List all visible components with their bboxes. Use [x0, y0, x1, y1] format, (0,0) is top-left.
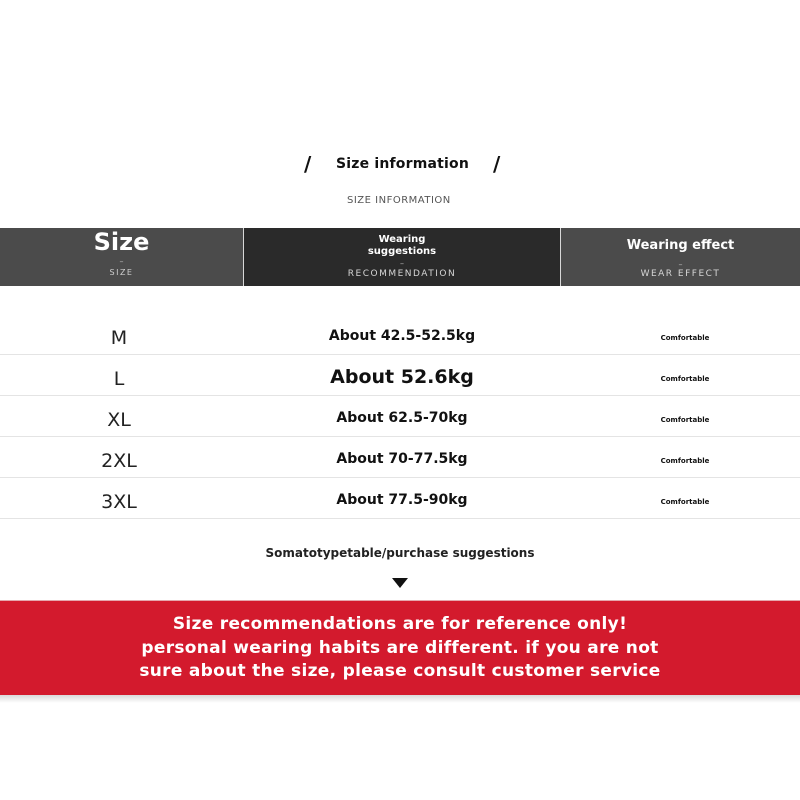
row-recommendation: About 77.5-90kg	[336, 492, 468, 508]
row-recommendation: About 62.5-70kg	[336, 410, 468, 426]
size-table-body	[0, 314, 800, 519]
header-effect-dash: –	[678, 260, 683, 269]
header-size-label: Size	[93, 228, 150, 256]
header-effect-label: Wearing effect	[626, 238, 735, 253]
header-size-dash: –	[119, 257, 124, 266]
row-effect: Comfortable	[660, 457, 710, 465]
page-title: Size information	[335, 156, 470, 172]
header-recommendation-dash: –	[400, 259, 404, 268]
title-slash-left: /	[304, 152, 312, 176]
header-effect	[561, 228, 800, 286]
table-caption: Somatotypetable/purchase suggestions	[265, 546, 535, 560]
header-recommendation	[244, 228, 560, 286]
table-row	[0, 396, 800, 437]
row-size: 2XL	[101, 450, 137, 472]
banner-shadow	[0, 695, 800, 703]
row-effect: Comfortable	[660, 334, 710, 342]
header-size	[0, 228, 243, 286]
disclaimer-line: personal wearing habits are different. if you are not	[141, 638, 659, 658]
table-row	[0, 437, 800, 478]
header-size-sublabel: SIZE	[109, 268, 134, 277]
row-effect: Comfortable	[660, 375, 710, 383]
title-slash-right: /	[493, 152, 501, 176]
row-size: L	[113, 368, 125, 390]
disclaimer-line: Size recommendations are for reference only!	[172, 614, 628, 634]
row-size: XL	[107, 409, 131, 431]
down-arrow-icon	[392, 578, 408, 588]
row-recommendation: About 52.6kg	[330, 366, 474, 388]
header-recommendation-line1: Wearing	[378, 234, 426, 245]
section-title-row	[0, 150, 800, 180]
row-effect: Comfortable	[660, 498, 710, 506]
row-size: M	[110, 327, 128, 349]
header-effect-sublabel: WEAR EFFECT	[640, 269, 721, 279]
table-row	[0, 314, 800, 355]
header-recommendation-label	[244, 234, 560, 258]
disclaimer-line: sure about the size, please consult customer service	[139, 661, 661, 681]
table-header	[0, 228, 800, 286]
row-recommendation: About 42.5-52.5kg	[328, 328, 476, 344]
row-recommendation: About 70-77.5kg	[336, 451, 468, 467]
row-effect: Comfortable	[660, 416, 710, 424]
table-row	[0, 478, 800, 519]
table-row	[0, 355, 800, 396]
page-subtitle: SIZE INFORMATION	[347, 195, 451, 206]
row-size: 3XL	[101, 491, 137, 513]
header-recommendation-sublabel: RECOMMENDATION	[347, 269, 457, 279]
disclaimer-banner	[0, 600, 800, 695]
header-recommendation-line2: suggestions	[367, 246, 437, 257]
